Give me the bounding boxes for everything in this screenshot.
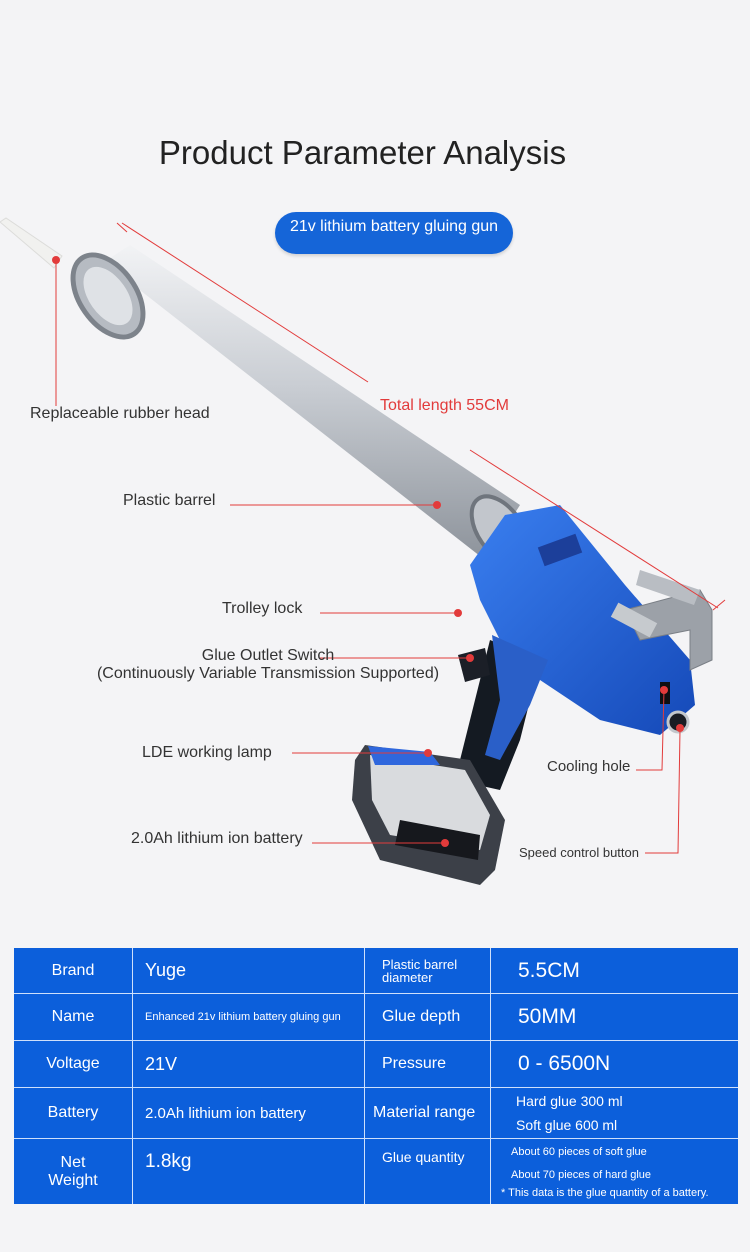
pressure-value: 0 - 6500N	[491, 1041, 738, 1088]
battery-callout-label: 2.0Ah lithium ion battery	[131, 830, 303, 847]
material-key: Material range	[365, 1088, 491, 1139]
brand-value: Yuge	[133, 948, 365, 994]
weight-key-line2: Weight	[48, 1171, 98, 1189]
pressure-key: Pressure	[365, 1041, 491, 1088]
glue-outlet-switch-note: (Continuously Variable Transmission Supported)	[96, 665, 440, 682]
diameter-key-line2: diameter	[382, 969, 433, 985]
glue-outlet-switch-label	[83, 647, 453, 683]
material-value-soft: Soft glue 600 ml	[516, 1117, 618, 1133]
quantity-note: * This data is the glue quantity of a battery.	[501, 1187, 709, 1199]
glue-outlet-switch-title: Glue Outlet Switch	[201, 647, 335, 664]
depth-value: 50MM	[491, 994, 738, 1041]
quantity-value	[491, 1139, 738, 1204]
name-value: Enhanced 21v lithium battery gluing gun	[133, 994, 365, 1041]
weight-key-line1: Net	[60, 1153, 86, 1171]
rubber-head-label: Replaceable rubber head	[30, 405, 210, 422]
product-badge: 21v lithium battery gluing gun	[275, 212, 513, 254]
total-length-label: Total length 55CM	[380, 397, 509, 414]
page-title: Product Parameter Analysis	[158, 134, 567, 172]
weight-value: 1.8kg	[133, 1139, 365, 1204]
battery-key: Battery	[14, 1088, 133, 1139]
trolley-lock-label: Trolley lock	[222, 600, 303, 617]
material-value	[491, 1088, 738, 1139]
name-key: Name	[14, 994, 133, 1041]
diameter-key	[365, 948, 491, 994]
diameter-value: 5.5CM	[491, 948, 738, 994]
voltage-key: Voltage	[14, 1041, 133, 1088]
weight-key	[14, 1139, 133, 1204]
quantity-key: Glue quantity	[365, 1139, 491, 1204]
quantity-soft: About 60 pieces of soft glue	[511, 1146, 647, 1158]
diameter-key-line1: Plastic barrel	[382, 956, 458, 972]
voltage-value: 21V	[133, 1041, 365, 1088]
cooling-hole-label: Cooling hole	[547, 758, 631, 775]
battery-value: 2.0Ah lithium ion battery	[133, 1088, 365, 1139]
gun-body-shape	[455, 505, 712, 790]
plastic-barrel-label: Plastic barrel	[123, 492, 216, 509]
material-value-hard: Hard glue 300 ml	[516, 1093, 623, 1109]
quantity-hard: About 70 pieces of hard glue	[511, 1169, 652, 1181]
brand-key: Brand	[14, 948, 133, 994]
depth-key: Glue depth	[365, 994, 491, 1041]
speed-control-label: Speed control button	[519, 845, 639, 860]
spec-table	[14, 948, 738, 1204]
working-lamp-label: LDE working lamp	[142, 744, 272, 761]
